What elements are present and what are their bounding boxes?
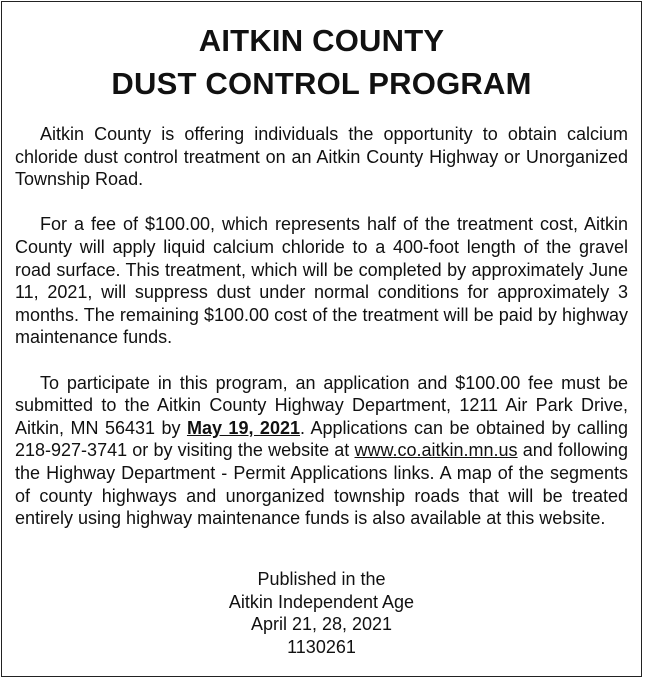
application-text-end: and following the Highway Department - Permit Applications links. A map of the segments of county highways and unorganized township roads that will be treated entirely using highway maintenance funds is also available at this website.	[15, 440, 629, 529]
paragraph-application-instructions	[15, 372, 628, 530]
publication-newspaper: Aitkin Independent Age	[228, 591, 415, 612]
application-text-intro: To participate in this program, an application and $100.00 fee must be submitted to the Aitkin County Highway Department, 1211 Air Park Drive, Aitkin, MN 56431 by	[15, 372, 628, 438]
notice-body	[15, 123, 628, 552]
notice-title-line-2: DUST CONTROL PROGRAM	[111, 66, 532, 101]
notice-title-line-1: AITKIN COUNTY	[198, 23, 445, 58]
application-text-middle: . Applications can be obtained by calling 218-927-3741 or by visiting the website at	[15, 417, 629, 461]
publication-line-published: Published in the	[257, 569, 386, 589]
county-website-link[interactable]: www.co.aitkin.mn.us	[354, 440, 518, 461]
publication-info	[2, 568, 641, 658]
publication-id: 1130261	[287, 636, 356, 657]
application-deadline: May 19, 2021	[186, 417, 300, 438]
publication-dates: April 21, 28, 2021	[250, 614, 393, 635]
legal-notice	[1, 1, 642, 677]
notice-header	[2, 19, 641, 105]
paragraph-fee-details: For a fee of $100.00, which represents half of the treatment cost, Aitkin County will apply liquid calcium chloride to a 400-foot length of the gravel road surface. This treatment, which will be completed by approximately June 11, 2021, will suppress dust under normal conditions for approximately 3 months. The remaining $100.00 cost of the treatment will be paid by highway maintenance funds.	[15, 214, 628, 348]
paragraph-program-offer: Aitkin County is offering individuals the opportunity to obtain calcium chloride dust control treatment on an Aitkin County Highway or Unorganized Township Road.	[15, 124, 628, 190]
